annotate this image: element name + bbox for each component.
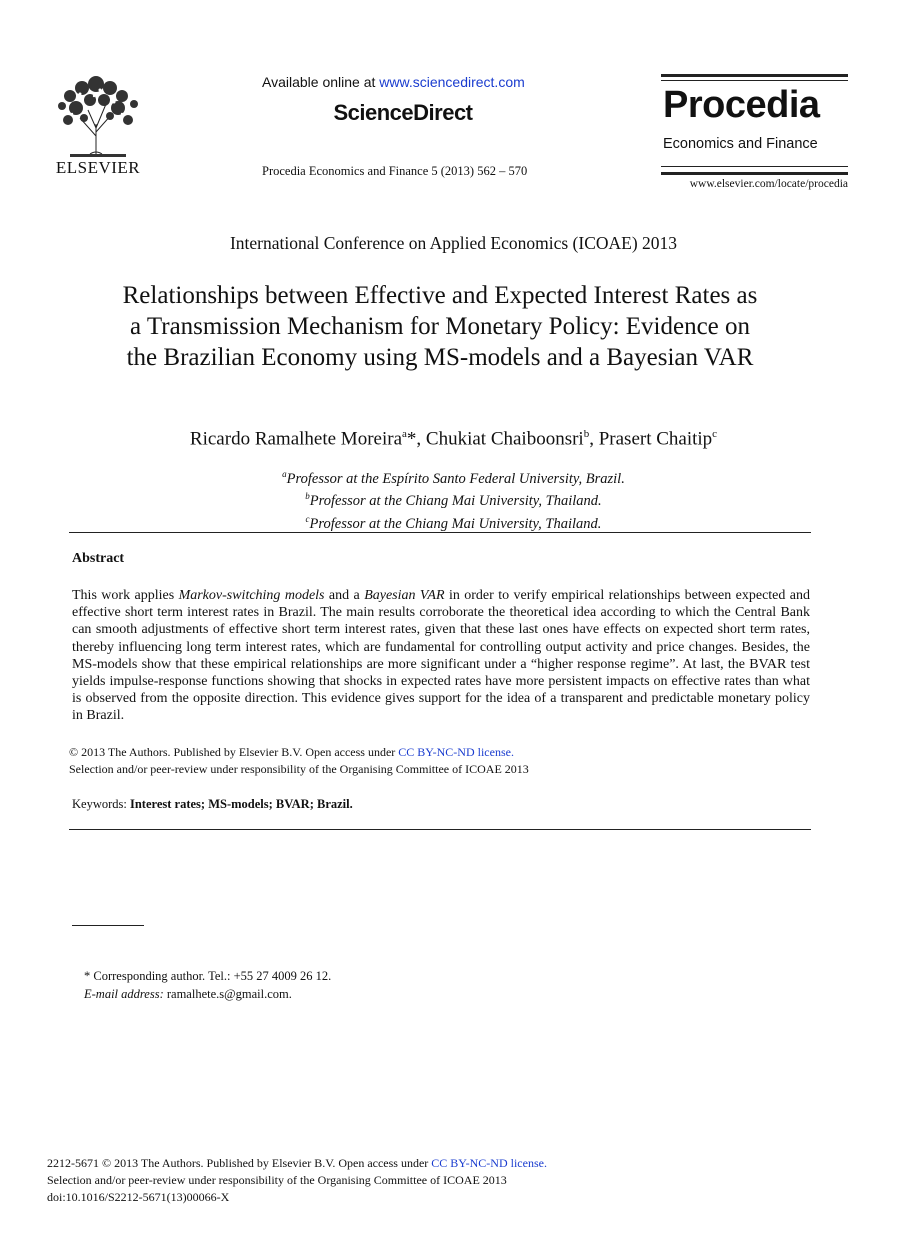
affiliation [0,466,907,488]
affiliation-mark: a [402,428,407,440]
affiliation [0,511,907,533]
email-address[interactable]: ramalhete.s@gmail.com. [163,987,292,1001]
affiliation-mark: a [282,469,287,479]
copyright-text: © 2013 The Authors. Published by Elsevier B.V. Open access under [69,745,399,759]
abstract-run: This work applies [72,588,179,603]
corresponding-author: * Corresponding author. Tel.: +55 27 4009 26 12. [84,969,332,983]
copyright-notice [69,744,809,778]
footnote-rule [72,925,144,926]
abstract-text [72,587,810,725]
procedia-subtitle: Economics and Finance [663,136,818,152]
author-separator: , [589,428,599,450]
affiliation-text: Professor at the Chiang Mai University, Thailand. [309,493,602,510]
title-line: Relationships between Effective and Expected Interest Rates as [122,282,758,309]
affiliation-list [0,466,907,533]
peer-review-notice: Selection and/or peer-review under responsibility of the Organising Committee of ICOAE 2013 [69,762,529,776]
author-name: Ricardo Ramalhete Moreira [189,428,403,450]
footer-license-link[interactable]: CC BY-NC-ND license. [431,1156,547,1170]
paper-title [60,280,820,373]
sciencedirect-link[interactable]: www.sciencedirect.com [379,74,525,90]
platform-brand: ScienceDirect [333,100,473,125]
abstract-emphasis: Bayesian VAR [364,588,445,603]
abstract-heading: Abstract [72,551,125,566]
conference-name: International Conference on Applied Economics (ICOAE) 2013 [229,233,678,253]
abstract-run: and a [324,588,365,603]
author-name: Prasert Chaitip [598,428,713,450]
title-line: a Transmission Mechanism for Monetary Policy: Evidence on [129,313,751,340]
affiliation [0,488,907,510]
footnote [84,967,331,1003]
email-label: E-mail address: [84,987,164,1001]
procedia-logo [661,74,848,178]
abstract-run: in order to verify empirical relationships between expected and effective short term interest rates in Brazil. The main results corroborate the theoretical idea according to which the Central Bank can smooth adjustments of effective short term interest rates, given that these last ones have effects on expected short term rates, thereby influencing long term interest rates, which are fundamental for controlling output activity and price changes. Besides, the MS-models show that these empirical relationships are more significant under a “higher response regime”. At last, the BVAR test yields impulse-response functions showing that shocks in expected rates have more persistent impacts on effective rates than what is observed from the opposite direction. This evidence gives support for the idea of a transparent and predictable monetary policy in Brazil. [72,588,811,724]
available-online [262,74,544,90]
journal-reference: Procedia Economics and Finance 5 (2013) 562 – 570 [262,164,528,178]
abstract-emphasis: Markov-switching models [178,588,325,603]
affiliation-mark: c [712,428,718,440]
issn-copyright: 2212-5671 © 2013 The Authors. Published by Elsevier B.V. Open access under [47,1156,432,1170]
affiliation-mark: b [583,428,590,440]
author-list [0,428,907,450]
divider [69,829,811,830]
keywords-label: Keywords: [72,797,130,811]
divider [69,532,811,533]
keywords-value: Interest rates; MS-models; BVAR; Brazil. [129,797,353,811]
affiliation-text: Professor at the Espírito Santo Federal University, Brazil. [286,470,625,487]
procedia-url-link[interactable]: www.elsevier.com/locate/procedia [689,178,848,190]
footer-peer-review: Selection and/or peer-review under responsibility of the Organising Committee of ICOAE 2013 [47,1173,507,1187]
license-link[interactable]: CC BY-NC-ND license. [398,745,514,759]
author-name: Chukiat Chaiboonsri [425,428,584,450]
author-separator: *, [406,428,426,450]
affiliation-mark: b [305,491,310,502]
keywords [72,797,353,812]
publisher-name: ELSEVIER [55,158,141,177]
title-line: the Brazilian Economy using MS-models and a Bayesian VAR [126,344,754,371]
doi[interactable]: doi:10.1016/S2212-5671(13)00066-X [47,1190,230,1204]
affiliation-text: Professor at the Chiang Mai University, Thailand. [309,515,602,532]
page-footer [47,1155,547,1206]
procedia-title: Procedia [663,84,820,126]
available-online-label: Available online at [262,74,380,90]
affiliation-mark: c [305,513,310,524]
